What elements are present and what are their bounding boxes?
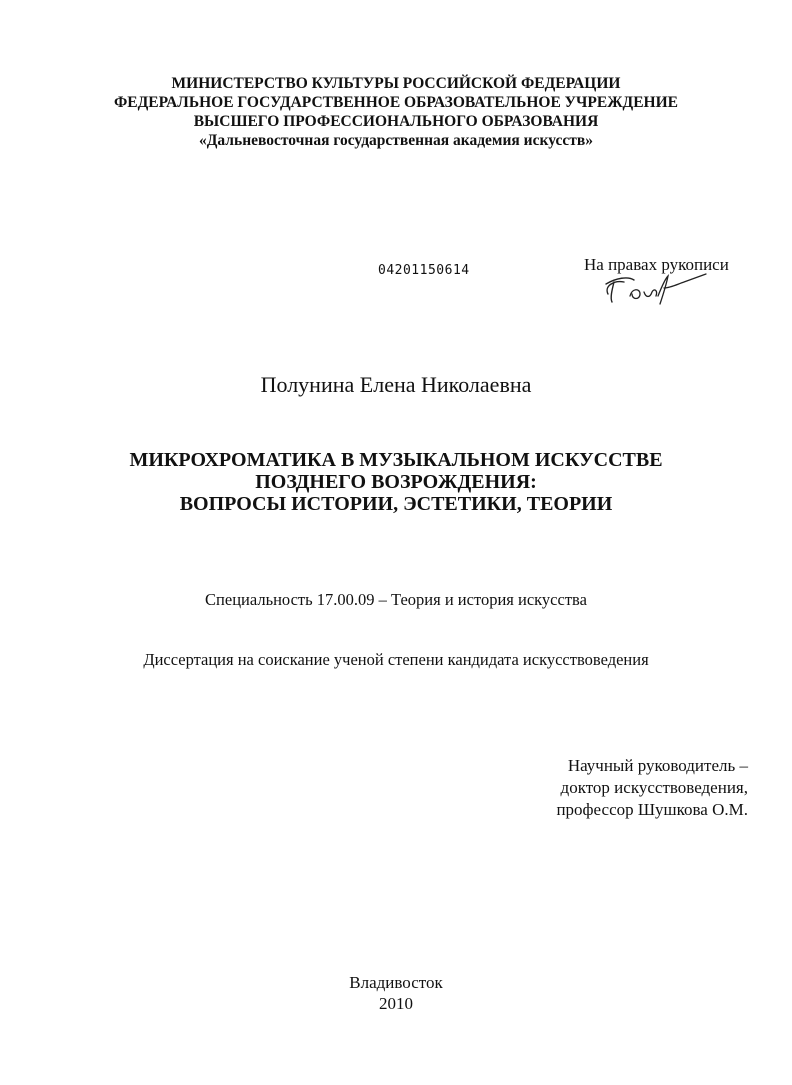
specialty-line: Специальность 17.00.09 – Теория и история искусства [205, 590, 587, 609]
header-line-ministry: МИНИСТЕРСТВО КУЛЬТУРЫ РОССИЙСКОЙ ФЕДЕРАЦИИ [171, 75, 621, 92]
document-number: 04201150614 [378, 263, 470, 278]
supervisor-block [556, 755, 748, 821]
supervisor-role: Научный руководитель – [567, 756, 748, 775]
header-line-institution-type: ФЕДЕРАЛЬНОЕ ГОСУДАРСТВЕННОЕ ОБРАЗОВАТЕЛЬНОЕ УЧРЕЖДЕНИЕ [113, 94, 679, 111]
dissertation-degree-line: Диссертация на соискание ученой степени кандидата искусствоведения [143, 650, 649, 669]
header-line-academy-name: «Дальневосточная государственная академия искусств» [199, 132, 593, 149]
author-name: Полунина Елена Николаевна [260, 372, 532, 397]
supervisor-name: профессор Шушкова О.М. [556, 800, 748, 819]
footer-city: Владивосток [349, 973, 443, 992]
header-line-education-level: ВЫСШЕГО ПРОФЕССИОНАЛЬНОГО ОБРАЗОВАНИЯ [193, 113, 599, 130]
dissertation-title [40, 449, 752, 515]
title-line: МИКРОХРОМАТИКА В МУЗЫКАЛЬНОМ ИСКУССТВЕ [129, 449, 663, 471]
handwritten-signature [600, 272, 710, 306]
rights-note: На правах рукописи [584, 255, 729, 274]
title-line: ВОПРОСЫ ИСТОРИИ, ЭСТЕТИКИ, ТЕОРИИ [179, 493, 613, 515]
footer-year: 2010 [379, 994, 413, 1013]
institution-header [60, 74, 732, 150]
title-line: ПОЗДНЕГО ВОЗРОЖДЕНИЯ: [255, 471, 537, 493]
footer-block [0, 972, 792, 1014]
supervisor-degree: доктор искусствоведения, [560, 778, 748, 797]
